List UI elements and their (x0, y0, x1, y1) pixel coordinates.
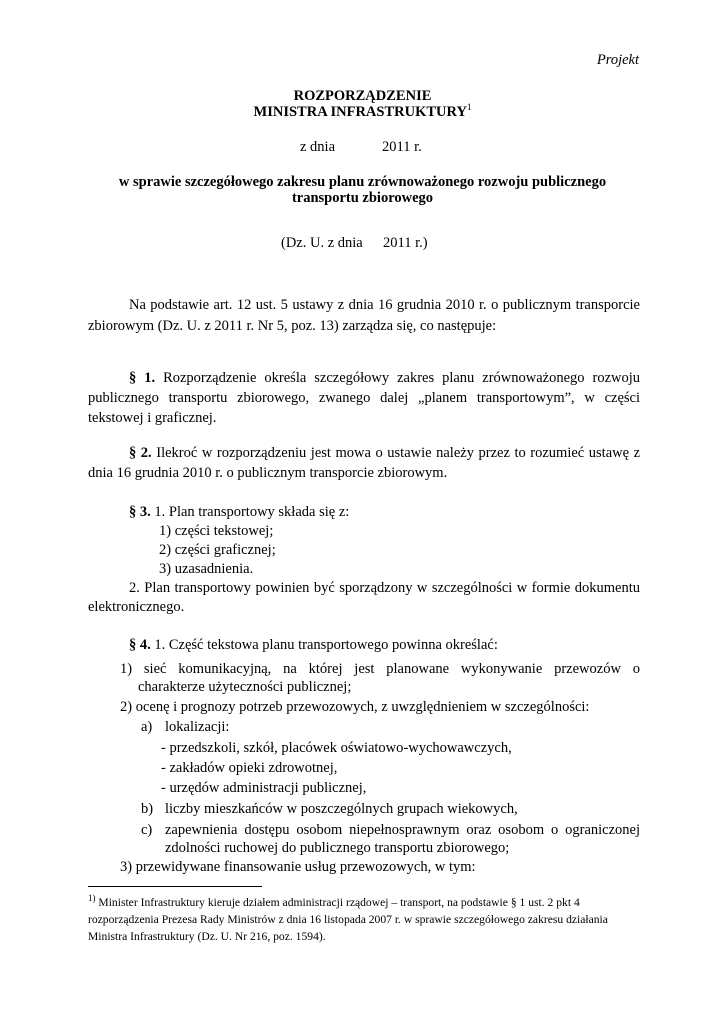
footnote-separator (88, 886, 262, 887)
par4-number: § 4. (129, 637, 151, 653)
par4-item-2: 2) ocenę i prognozy potrzeb przewozowych, z uwzględnieniem w szczególności: (120, 699, 590, 715)
par2-line-2: dnia 16 grudnia 2010 r. o publicznym transporcie zbiorowym. (88, 465, 448, 481)
preamble-line-1: Na podstawie art. 12 ust. 5 ustawy z dnia 16 grudnia 2010 r. o publicznym transporcie (129, 297, 640, 313)
par4-a-sub-3: - urzędów administracji publicznej, (161, 780, 367, 796)
par4-c-line-2: zdolności ruchowej do publicznego transportu zbiorowego; (165, 840, 510, 856)
par4-intro-text: 1. Część tekstowa planu transportowego powinna określać: (154, 637, 498, 653)
preamble-line-2: zbiorowym (Dz. U. z 2011 r. Nr 5, poz. 13) zarządza się, co następuje: (88, 318, 497, 334)
par4-item-3: 3) przewidywane finansowanie usług przewozowych, w tym: (120, 859, 476, 875)
par4-a-text: lokalizacji: (165, 719, 230, 735)
subject-text-2: transportu zbiorowego (291, 190, 434, 206)
par3-item-2: 2) części graficznej; (159, 542, 276, 558)
dz-year: 2011 r.) (383, 235, 428, 251)
subject-line-2 (0, 189, 725, 208)
par1-line-1 (129, 369, 640, 388)
par2-number: § 2. (129, 445, 152, 461)
par3-item-3: 3) uzasadnienia. (159, 561, 254, 577)
par1-line-2: publicznego transportu zbiorowego, zwanego dalej „planem transportowym”, w części (88, 390, 640, 406)
par3-p2-line-2: elektronicznego. (88, 599, 185, 615)
par3-p2-line-1: 2. Plan transportowy powinien być sporządzony w szczególności w formie dokumentu (129, 580, 640, 596)
footnote-reference: 1 (466, 102, 472, 113)
footnote-line-3: Ministra Infrastruktury (Dz. U. Nr 216, poz. 1594). (88, 930, 326, 943)
par1-number: § 1. (129, 370, 156, 386)
par2-line-1 (129, 444, 640, 463)
par4-item-1-line-1: 1) sieć komunikacyjną, na której jest planowane wykonywanie przewozów o (120, 661, 640, 677)
par4-intro (129, 636, 498, 655)
projekt-label: Projekt (596, 52, 639, 68)
par3-intro (129, 503, 349, 522)
footnote-line-2: rozporządzenia Prezesa Rady Ministrów z dnia 16 listopada 2007 r. w sprawie szczegółowego zakresu działania (88, 913, 608, 926)
par3-intro-text: 1. Plan transportowy składa się z: (154, 504, 350, 520)
document-type: ROZPORZĄDZENIE (293, 88, 432, 104)
footnote-line-1 (88, 895, 580, 911)
par4-c-label: c) (141, 822, 153, 838)
subject-text-1: w sprawie szczegółowego zakresu planu zrównoważonego rozwoju publicznego (118, 174, 607, 190)
par1-line-3: tekstowej i graficznej. (88, 410, 217, 426)
title-line-2 (0, 103, 725, 122)
par3-number: § 3. (129, 504, 151, 520)
par4-a-label: a) (141, 719, 153, 735)
par4-a-sub-2: - zakładów opieki zdrowotnej, (161, 760, 338, 776)
par1-text-1: Rozporządzenie określa szczegółowy zakres planu zrównoważonego rozwoju (163, 370, 641, 386)
par4-b-label: b) (141, 801, 154, 817)
issuing-authority: MINISTRA INFRASTRUKTURY (253, 104, 467, 120)
footnote-text-1: Minister Infrastruktury kieruje działem administracji rządowej – transport, na podstawie § 1 ust. 2 pkt 4 (98, 896, 580, 909)
par4-b-text: liczby mieszkańców w poszczególnych grupach wiekowych, (165, 801, 518, 817)
par4-item-1-line-2: charakterze użyteczności publicznej; (138, 679, 352, 695)
footnote-mark: 1) (88, 893, 96, 904)
date-prefix: z dnia (300, 139, 336, 155)
dz-prefix: (Dz. U. z dnia (281, 235, 363, 251)
date-year: 2011 r. (382, 139, 422, 155)
par4-a-sub-1: - przedszkoli, szkół, placówek oświatowo-wychowawczych, (161, 740, 512, 756)
par4-c-line-1: zapewnienia dostępu osobom niepełnosprawnym oraz osobom o ograniczonej (165, 822, 640, 838)
par3-item-1: 1) części tekstowej; (159, 523, 274, 539)
par2-text-1: Ilekroć w rozporządzeniu jest mowa o ustawie należy przez to rozumieć ustawę z (156, 445, 641, 461)
